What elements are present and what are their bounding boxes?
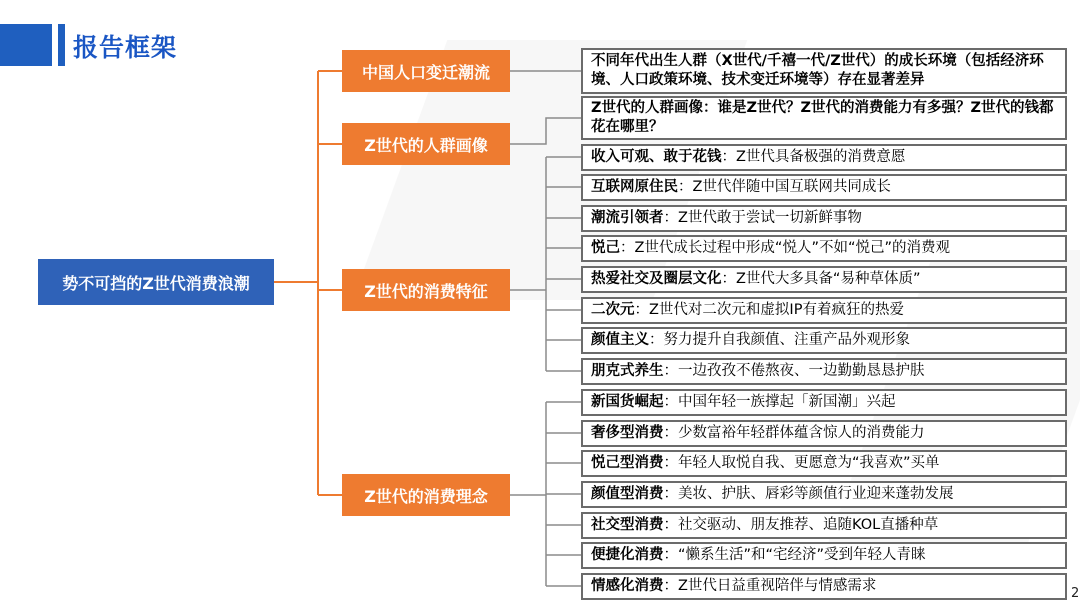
item-value: ：社交驱动、朋友推荐、追随KOL直播种草: [663, 517, 939, 533]
category-population-trend: 中国人口变迁潮流: [342, 50, 510, 92]
item-box: [581, 96, 1067, 140]
item-key: 便捷化消费: [591, 547, 664, 563]
item-value: ：少数富裕年轻群体蕴含惊人的消费能力: [663, 425, 925, 441]
item-key: 互联网原住民: [591, 179, 678, 195]
item-box: [581, 235, 1067, 262]
item-key: 情感化消费: [591, 578, 664, 594]
category-consumption-traits: Z世代的消费特征: [342, 269, 510, 311]
category-gen-z-profile: Z世代的人群画像: [342, 123, 510, 165]
item-key: 颜值型消费: [591, 486, 664, 502]
item-key: 二次元: [591, 302, 635, 318]
item-key: 奢侈型消费: [591, 425, 664, 441]
root-node: 势不可挡的Z世代消费浪潮: [38, 259, 274, 305]
item-key: 社交型消费: [591, 517, 664, 533]
item-box: [581, 542, 1067, 569]
page-title: 报告框架: [73, 33, 178, 62]
item-box: [581, 481, 1067, 508]
item-box: [581, 266, 1067, 293]
item-value: ：美妆、护肤、唇彩等颜值行业迎来蓬勃发展: [663, 486, 954, 502]
item-box: [581, 358, 1067, 385]
item-key: 收入可观、敢于花钱: [591, 149, 722, 165]
item-key: 悦己型消费: [591, 455, 664, 471]
item-value: ：Z世代具备极强的消费意愿: [721, 149, 906, 165]
item-value: ：Z世代成长过程中形成“悦人”不如“悦己”的消费观: [620, 240, 950, 256]
item-box: [581, 389, 1067, 416]
item-value: ：Z世代对二次元和虚拟IP有着疯狂的热爱: [634, 302, 904, 318]
item-key: 新国货崛起: [591, 394, 664, 410]
item-key: 颜值主义: [591, 332, 649, 348]
item-value: ：Z世代伴随中国互联网共同成长: [678, 179, 891, 195]
item-value: ：Z世代大多具备“易种草体质”: [721, 271, 921, 287]
item-key: 潮流引领者: [591, 210, 664, 226]
item-box: [581, 512, 1067, 539]
item-value: ：年轻人取悦自我、更愿意为“我喜欢”买单: [663, 455, 940, 471]
item-key: 热爱社交及圈层文化: [591, 271, 722, 287]
item-value: ：中国年轻一族撑起「新国潮」兴起: [663, 394, 896, 410]
page-number: 2: [1071, 586, 1080, 601]
item-value: ：一边孜孜不倦熬夜、一边勤勤恳恳护肤: [663, 363, 925, 379]
item-value: ：努力提升自我颜值、注重产品外观形象: [649, 332, 910, 348]
item-box: [581, 297, 1067, 324]
item-box: [581, 144, 1067, 171]
item-box: [581, 573, 1067, 600]
category-consumption-concepts: Z世代的消费理念: [342, 474, 510, 516]
item-box: [581, 450, 1067, 477]
item-box: [581, 420, 1067, 447]
item-value: ：Z世代敢于尝试一切新鲜事物: [663, 210, 862, 226]
item-key: 悦己: [591, 240, 620, 256]
item-value: ：Z世代日益重视陪伴与情感需求: [663, 578, 877, 594]
item-text: 不同年代出生人群（X世代/千禧一代/Z世代）的成长环境（包括经济环境、人口政策环境、技术变迁环境等）存在显著差异: [591, 53, 1044, 88]
item-box: [581, 174, 1067, 201]
item-text: Z世代的人群画像：谁是Z世代？Z世代的消费能力有多强？Z世代的钱都花在哪里？: [591, 100, 1054, 135]
item-value: ：“懒系生活”和“宅经济”受到年轻人青睐: [663, 547, 926, 563]
item-box: [581, 327, 1067, 354]
item-key: 朋克式养生: [591, 363, 664, 379]
item-box: [581, 205, 1067, 232]
item-box: [581, 48, 1067, 94]
